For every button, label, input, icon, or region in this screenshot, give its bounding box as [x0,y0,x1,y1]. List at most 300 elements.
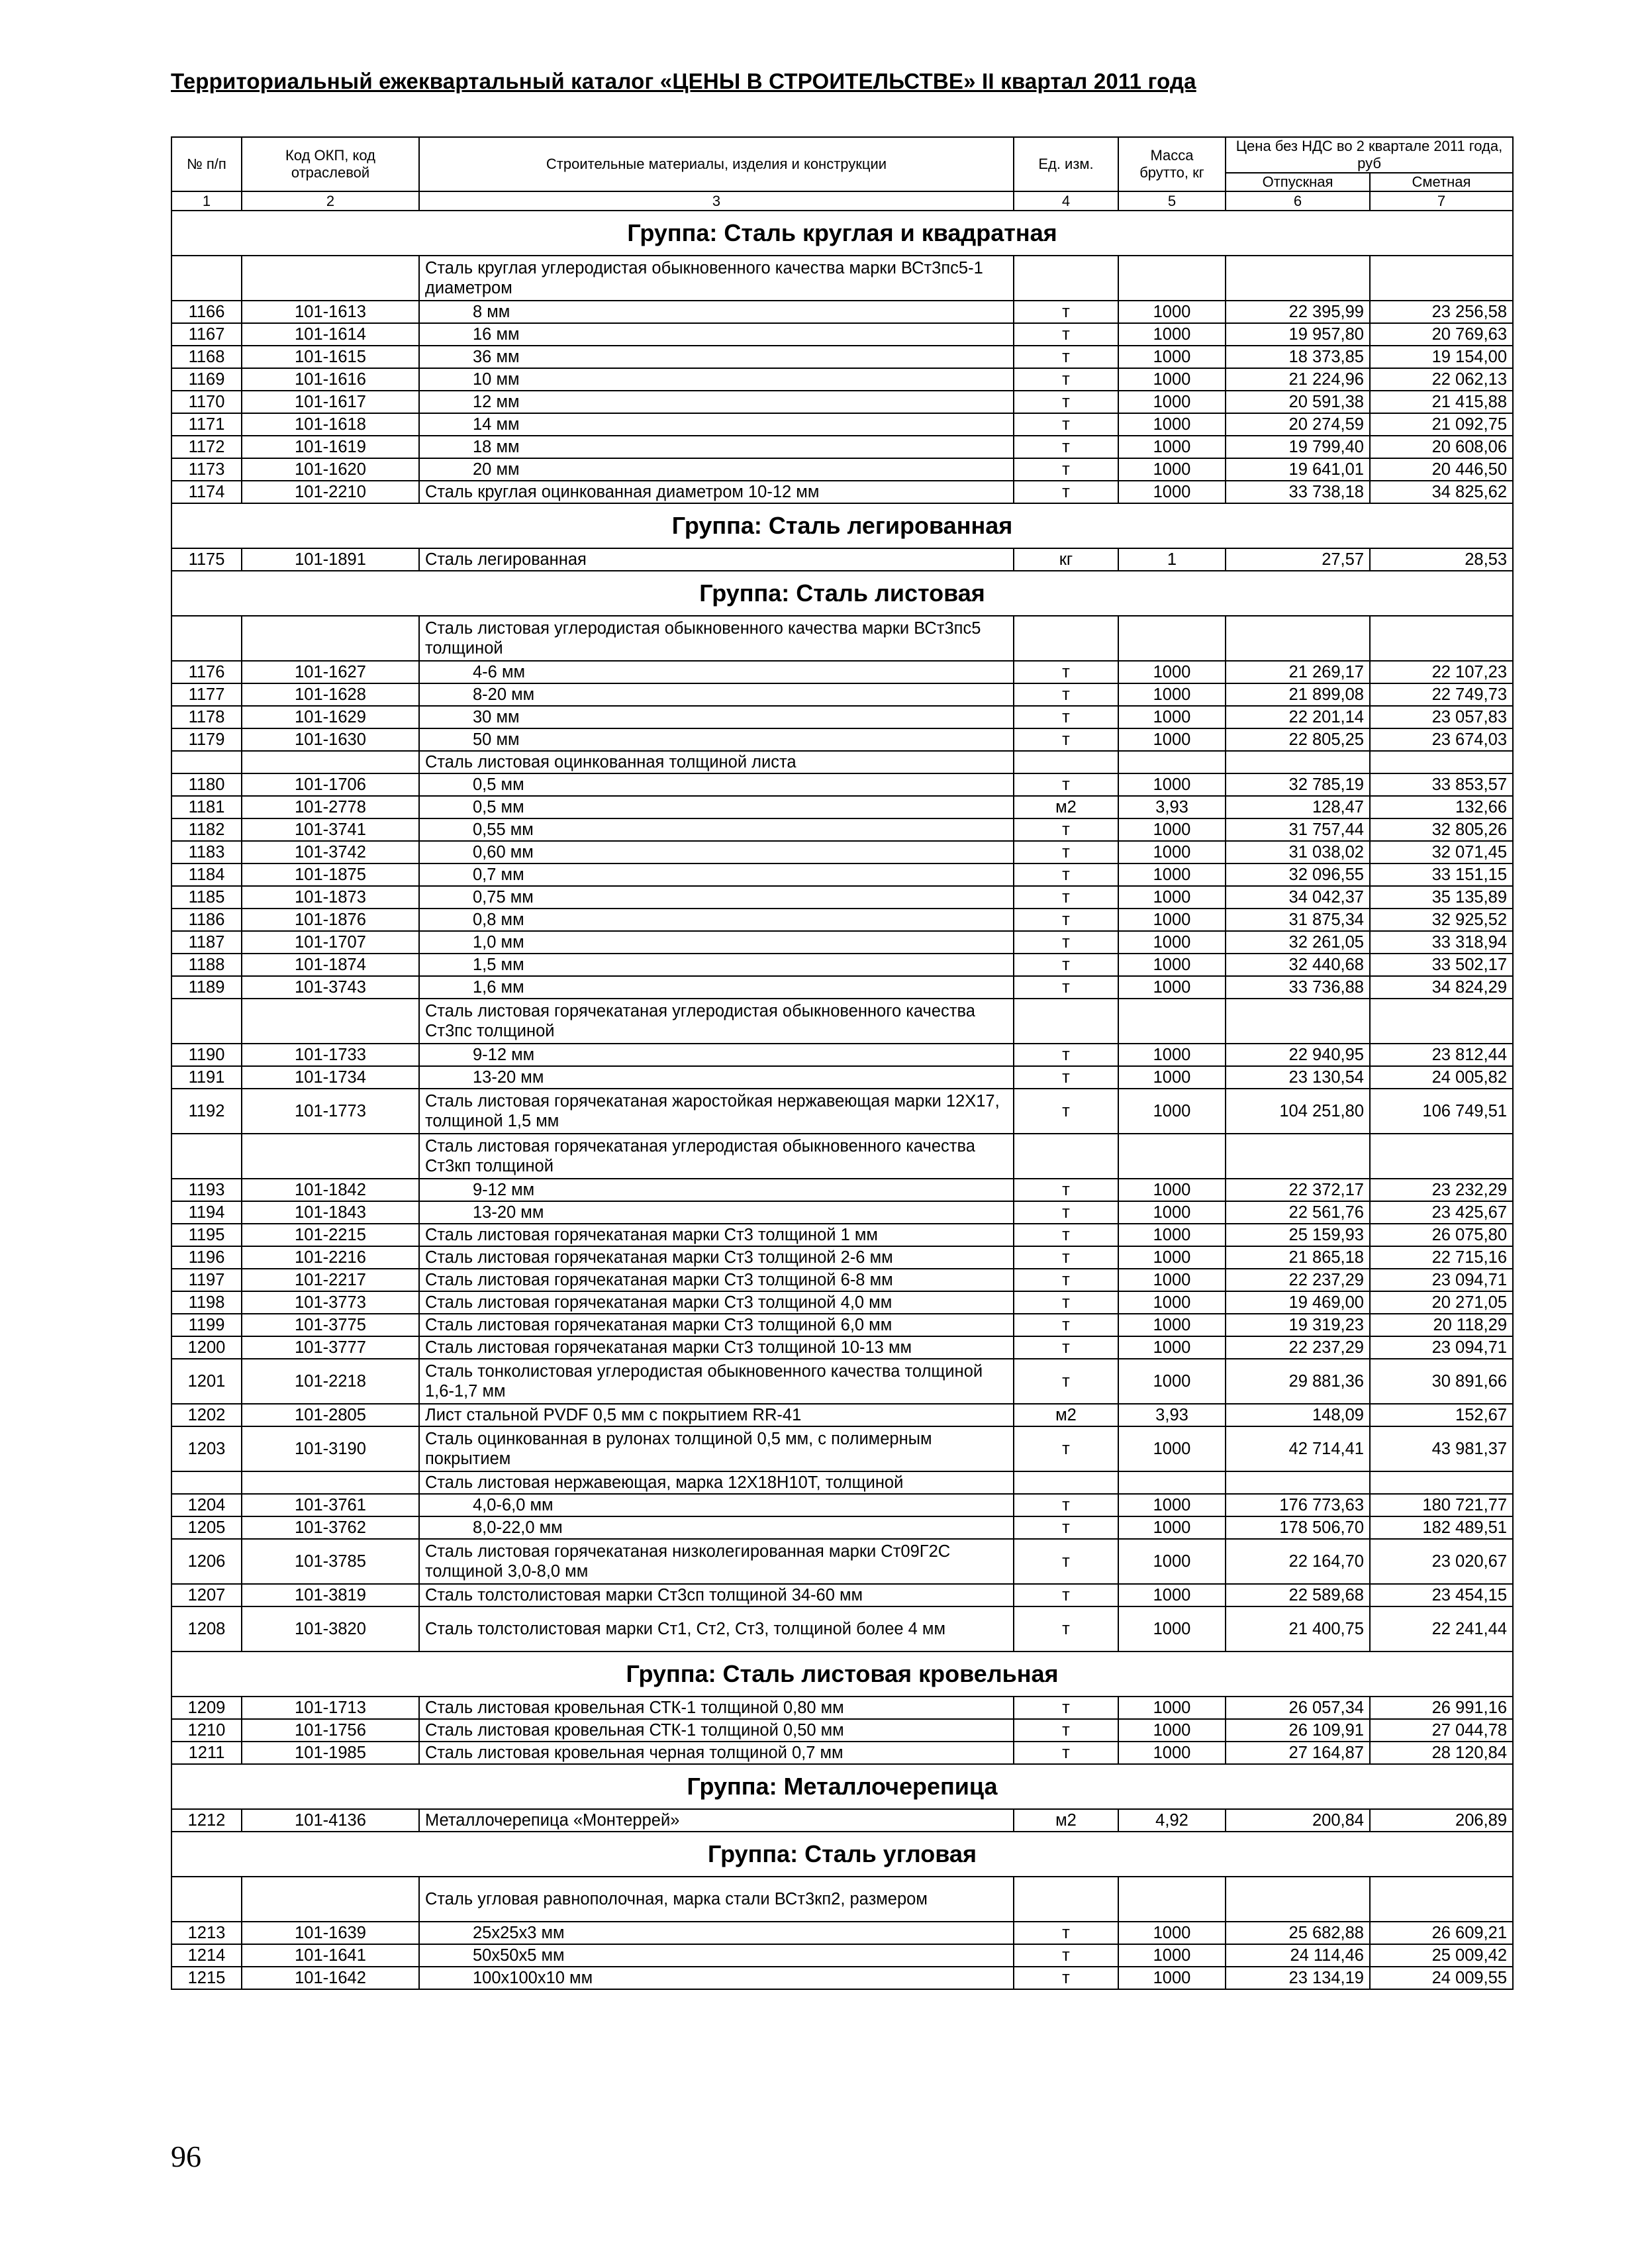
subheader-row [171,1471,1513,1494]
cell-mass [1118,1134,1226,1179]
cell-price-estimate: 132,66 [1370,796,1513,818]
table-row [171,436,1513,458]
cell-num: 1183 [171,841,242,863]
cell-num: 1205 [171,1516,242,1539]
cell-price-release: 21 899,08 [1226,683,1370,706]
table-row [171,1606,1513,1652]
cell-price-release: 200,84 [1226,1809,1370,1832]
column-number-row [171,191,1513,211]
cell-unit: т [1014,1426,1118,1471]
cell-num: 1204 [171,1494,242,1516]
cell-num: 1198 [171,1291,242,1314]
cell-num [171,1877,242,1922]
table-row [171,1742,1513,1764]
cell-code: 101-1615 [242,346,419,368]
cell-price-release: 29 881,36 [1226,1359,1370,1404]
cell-unit: т [1014,1494,1118,1516]
cell-num: 1182 [171,818,242,841]
cell-price-estimate: 23 094,71 [1370,1336,1513,1359]
cell-unit: т [1014,773,1118,796]
cell-name: Сталь листовая горячекатаная марки Ст3 толщиной 2-6 мм [419,1246,1014,1269]
cell-price-estimate: 23 674,03 [1370,728,1513,751]
cell-mass: 1000 [1118,1314,1226,1336]
cell-code: 101-1734 [242,1066,419,1089]
cell-code: 101-1613 [242,301,419,323]
cell-price-release: 26 109,91 [1226,1719,1370,1742]
cell-mass: 1000 [1118,886,1226,909]
cell-price-estimate: 33 853,57 [1370,773,1513,796]
cell-mass: 1000 [1118,661,1226,683]
cell-price-release [1226,616,1370,661]
cell-subheader-name: Сталь листовая горячекатаная углеродистая обыкновенного качества Ст3кп толщиной [419,1134,1014,1179]
cell-num: 1172 [171,436,242,458]
cell-price-release: 104 251,80 [1226,1089,1370,1134]
cell-mass [1118,999,1226,1044]
table-row [171,1291,1513,1314]
cell-unit: т [1014,1606,1118,1652]
cell-unit: т [1014,1944,1118,1967]
cell-price-release: 19 799,40 [1226,436,1370,458]
cell-num: 1215 [171,1967,242,1989]
cell-price-estimate: 33 318,94 [1370,931,1513,954]
cell-price-estimate: 27 044,78 [1370,1719,1513,1742]
table-row [171,1359,1513,1404]
table-row [171,1697,1513,1719]
group-title: Группа: Металлочерепица [171,1764,1513,1809]
cell-price-estimate: 20 608,06 [1370,436,1513,458]
cell-price-release: 32 261,05 [1226,931,1370,954]
cell-num: 1192 [171,1089,242,1134]
cell-code [242,999,419,1044]
column-number: 1 [171,191,242,211]
table-row [171,548,1513,571]
cell-unit: т [1014,1697,1118,1719]
cell-mass: 1000 [1118,1584,1226,1606]
cell-mass: 1000 [1118,976,1226,999]
table-row [171,1269,1513,1291]
group-title: Группа: Сталь легированная [171,503,1513,548]
cell-num: 1213 [171,1922,242,1944]
cell-unit: т [1014,661,1118,683]
cell-mass: 1000 [1118,1967,1226,1989]
cell-price-estimate: 43 981,37 [1370,1426,1513,1471]
cell-price-release: 25 159,93 [1226,1224,1370,1246]
cell-name: Металлочерепица «Монтеррей» [419,1809,1014,1832]
cell-code: 101-1773 [242,1089,419,1134]
cell-price-estimate: 32 071,45 [1370,841,1513,863]
column-number: 2 [242,191,419,211]
cell-unit: т [1014,1516,1118,1539]
cell-num: 1208 [171,1606,242,1652]
cell-num: 1196 [171,1246,242,1269]
cell-price-release: 22 164,70 [1226,1539,1370,1584]
cell-name: 0,75 мм [419,886,1014,909]
cell-num: 1211 [171,1742,242,1764]
cell-num: 1175 [171,548,242,571]
cell-price-estimate: 33 502,17 [1370,954,1513,976]
cell-mass [1118,1471,1226,1494]
cell-unit: т [1014,954,1118,976]
cell-mass: 1000 [1118,1719,1226,1742]
cell-unit: т [1014,1269,1118,1291]
group-title: Группа: Сталь угловая [171,1832,1513,1877]
cell-price-release: 31 875,34 [1226,909,1370,931]
cell-num: 1166 [171,301,242,323]
cell-price-estimate: 26 609,21 [1370,1922,1513,1944]
table-body [171,211,1513,1989]
cell-mass [1118,616,1226,661]
cell-unit: т [1014,1201,1118,1224]
group-header-row [171,1764,1513,1809]
cell-mass: 1000 [1118,458,1226,481]
cell-mass: 3,93 [1118,796,1226,818]
cell-num: 1195 [171,1224,242,1246]
cell-price-estimate: 20 446,50 [1370,458,1513,481]
col-header-code: Код ОКП, код отраслевой [242,137,419,191]
cell-price-estimate [1370,1471,1513,1494]
cell-price-release: 22 372,17 [1226,1179,1370,1201]
group-header-row [171,1652,1513,1697]
cell-price-release [1226,256,1370,301]
cell-price-release: 21 400,75 [1226,1606,1370,1652]
cell-mass: 1000 [1118,481,1226,503]
cell-price-release: 22 237,29 [1226,1336,1370,1359]
cell-code: 101-1641 [242,1944,419,1967]
cell-code [242,1877,419,1922]
cell-code: 101-1618 [242,413,419,436]
cell-num [171,256,242,301]
table-row [171,346,1513,368]
cell-price-release [1226,1134,1370,1179]
cell-name: 8,0-22,0 мм [419,1516,1014,1539]
cell-price-estimate: 24 005,82 [1370,1066,1513,1089]
cell-name: Сталь листовая горячекатаная марки Ст3 толщиной 4,0 мм [419,1291,1014,1314]
cell-unit: т [1014,1224,1118,1246]
column-number: 6 [1226,191,1370,211]
cell-unit [1014,751,1118,773]
cell-mass: 1000 [1118,1246,1226,1269]
cell-mass: 1 [1118,548,1226,571]
cell-unit: т [1014,1179,1118,1201]
cell-price-estimate: 20 271,05 [1370,1291,1513,1314]
cell-mass: 1000 [1118,1697,1226,1719]
cell-price-release: 20 274,59 [1226,413,1370,436]
cell-name: Сталь оцинкованная в рулонах толщиной 0,5 мм, с полимерным покрытием [419,1426,1014,1471]
cell-unit: т [1014,818,1118,841]
cell-name: 0,5 мм [419,773,1014,796]
cell-mass: 1000 [1118,706,1226,728]
cell-price-estimate: 23 454,15 [1370,1584,1513,1606]
table-row [171,1066,1513,1089]
cell-num: 1173 [171,458,242,481]
cell-name: 20 мм [419,458,1014,481]
cell-num: 1186 [171,909,242,931]
cell-name: Сталь листовая горячекатаная низколегированная марки Ст09Г2С толщиной 3,0-8,0 мм [419,1539,1014,1584]
cell-price-release: 21 224,96 [1226,368,1370,391]
cell-num: 1191 [171,1066,242,1089]
cell-unit: т [1014,323,1118,346]
cell-price-estimate: 35 135,89 [1370,886,1513,909]
cell-price-estimate: 32 925,52 [1370,909,1513,931]
table-row [171,706,1513,728]
cell-code [242,256,419,301]
cell-name: 12 мм [419,391,1014,413]
cell-unit: т [1014,1922,1118,1944]
col-header-price-release: Отпускная [1226,173,1370,191]
cell-price-estimate: 28,53 [1370,548,1513,571]
cell-unit [1014,1134,1118,1179]
cell-mass: 1000 [1118,413,1226,436]
cell-price-estimate: 23 256,58 [1370,301,1513,323]
cell-price-release: 31 038,02 [1226,841,1370,863]
table-row [171,1584,1513,1606]
cell-code: 101-1616 [242,368,419,391]
cell-price-release [1226,999,1370,1044]
cell-price-estimate: 23 812,44 [1370,1044,1513,1066]
cell-name: 1,5 мм [419,954,1014,976]
cell-mass: 1000 [1118,728,1226,751]
column-number: 7 [1370,191,1513,211]
cell-name: 36 мм [419,346,1014,368]
cell-num: 1193 [171,1179,242,1201]
col-header-price: Цена без НДС во 2 квартале 2011 года, руб [1226,137,1513,173]
cell-price-estimate: 22 749,73 [1370,683,1513,706]
cell-name: 4,0-6,0 мм [419,1494,1014,1516]
subheader-row [171,256,1513,301]
cell-code: 101-3773 [242,1291,419,1314]
cell-price-release: 22 940,95 [1226,1044,1370,1066]
group-title: Группа: Сталь листовая [171,571,1513,616]
cell-unit: м2 [1014,1404,1118,1426]
cell-price-release [1226,1877,1370,1922]
cell-price-release: 33 736,88 [1226,976,1370,999]
cell-code: 101-2215 [242,1224,419,1246]
cell-num: 1184 [171,863,242,886]
cell-name: Сталь круглая оцинкованная диаметром 10-12 мм [419,481,1014,503]
cell-price-estimate: 182 489,51 [1370,1516,1513,1539]
cell-code: 101-3742 [242,841,419,863]
cell-mass: 1000 [1118,818,1226,841]
table-row [171,1516,1513,1539]
cell-subheader-name: Сталь листовая оцинкованная толщиной листа [419,751,1014,773]
cell-num: 1176 [171,661,242,683]
cell-unit: т [1014,1246,1118,1269]
cell-num: 1168 [171,346,242,368]
cell-name: Сталь листовая горячекатаная марки Ст3 толщиной 1 мм [419,1224,1014,1246]
cell-code: 101-2210 [242,481,419,503]
table-row [171,391,1513,413]
cell-num: 1187 [171,931,242,954]
cell-code: 101-1875 [242,863,419,886]
cell-unit: т [1014,886,1118,909]
cell-unit: т [1014,683,1118,706]
group-title: Группа: Сталь листовая кровельная [171,1652,1513,1697]
cell-name: 14 мм [419,413,1014,436]
table-row [171,1494,1513,1516]
cell-name: Сталь листовая кровельная СТК-1 толщиной 0,80 мм [419,1697,1014,1719]
cell-price-estimate: 26 991,16 [1370,1697,1513,1719]
cell-price-estimate: 21 092,75 [1370,413,1513,436]
cell-code: 101-4136 [242,1809,419,1832]
cell-code: 101-2218 [242,1359,419,1404]
table-row [171,1944,1513,1967]
cell-num [171,751,242,773]
cell-name: Сталь листовая кровельная черная толщиной 0,7 мм [419,1742,1014,1764]
cell-price-release: 34 042,37 [1226,886,1370,909]
cell-subheader-name: Сталь листовая горячекатаная углеродистая обыкновенного качества Ст3пс толщиной [419,999,1014,1044]
group-title: Группа: Сталь круглая и квадратная [171,211,1513,256]
cell-unit: т [1014,931,1118,954]
cell-mass: 1000 [1118,1922,1226,1944]
cell-mass [1118,1877,1226,1922]
cell-num: 1185 [171,886,242,909]
cell-num: 1188 [171,954,242,976]
table-row [171,368,1513,391]
cell-mass: 1000 [1118,1494,1226,1516]
cell-code: 101-1629 [242,706,419,728]
cell-price-estimate: 32 805,26 [1370,818,1513,841]
table-header-row [171,137,1513,173]
table-row [171,1089,1513,1134]
cell-unit: т [1014,728,1118,751]
cell-mass: 1000 [1118,1336,1226,1359]
cell-price-release: 148,09 [1226,1404,1370,1426]
group-header-row [171,1832,1513,1877]
cell-price-release: 32 785,19 [1226,773,1370,796]
cell-price-estimate: 20 118,29 [1370,1314,1513,1336]
cell-unit: м2 [1014,1809,1118,1832]
cell-mass: 1000 [1118,931,1226,954]
cell-unit: т [1014,1044,1118,1066]
cell-name: 13-20 мм [419,1201,1014,1224]
table-row [171,1967,1513,1989]
cell-num: 1178 [171,706,242,728]
table-row [171,1922,1513,1944]
cell-code: 101-1707 [242,931,419,954]
cell-price-release: 19 641,01 [1226,458,1370,481]
cell-mass: 1000 [1118,1426,1226,1471]
cell-unit: т [1014,301,1118,323]
cell-num [171,616,242,661]
table-row [171,886,1513,909]
cell-code: 101-1620 [242,458,419,481]
cell-price-release: 23 130,54 [1226,1066,1370,1089]
cell-price-estimate: 19 154,00 [1370,346,1513,368]
cell-subheader-name: Сталь угловая равнополочная, марка стали ВСт3кп2, размером [419,1877,1014,1922]
cell-code: 101-3819 [242,1584,419,1606]
cell-num: 1199 [171,1314,242,1336]
cell-code: 101-1876 [242,909,419,931]
cell-code [242,751,419,773]
cell-price-release: 19 469,00 [1226,1291,1370,1314]
cell-unit: т [1014,481,1118,503]
cell-code: 101-1985 [242,1742,419,1764]
cell-code: 101-1642 [242,1967,419,1989]
cell-price-estimate: 152,67 [1370,1404,1513,1426]
cell-price-release [1226,751,1370,773]
cell-price-release: 19 319,23 [1226,1314,1370,1336]
col-header-num: № п/п [171,137,242,191]
cell-name: Лист стальной PVDF 0,5 мм с покрытием RR-41 [419,1404,1014,1426]
cell-price-release: 31 757,44 [1226,818,1370,841]
cell-mass: 1000 [1118,301,1226,323]
table-row [171,976,1513,999]
cell-mass: 1000 [1118,1944,1226,1967]
cell-price-estimate: 180 721,77 [1370,1494,1513,1516]
cell-mass: 1000 [1118,1606,1226,1652]
cell-code: 101-3741 [242,818,419,841]
cell-unit: т [1014,1359,1118,1404]
table-row [171,1426,1513,1471]
cell-name: 1,0 мм [419,931,1014,954]
cell-name: 0,55 мм [419,818,1014,841]
table-row [171,1201,1513,1224]
cell-price-estimate [1370,1877,1513,1922]
cell-price-estimate: 22 241,44 [1370,1606,1513,1652]
cell-name: Сталь толстолистовая марки Ст1, Ст2, Ст3, толщиной более 4 мм [419,1606,1014,1652]
cell-num [171,999,242,1044]
cell-unit: т [1014,841,1118,863]
cell-unit: т [1014,391,1118,413]
cell-unit: т [1014,1089,1118,1134]
table-row [171,1044,1513,1066]
cell-code: 101-1713 [242,1697,419,1719]
cell-code: 101-3777 [242,1336,419,1359]
cell-num: 1201 [171,1359,242,1404]
cell-name: Сталь листовая горячекатаная марки Ст3 толщиной 6,0 мм [419,1314,1014,1336]
cell-num: 1200 [171,1336,242,1359]
cell-unit: т [1014,1967,1118,1989]
cell-subheader-name: Сталь листовая нержавеющая, марка 12Х18Н10Т, толщиной [419,1471,1014,1494]
table-row [171,661,1513,683]
cell-unit: т [1014,863,1118,886]
cell-name: Сталь листовая кровельная СТК-1 толщиной 0,50 мм [419,1719,1014,1742]
cell-code: 101-3190 [242,1426,419,1471]
cell-mass: 1000 [1118,863,1226,886]
cell-price-release: 176 773,63 [1226,1494,1370,1516]
cell-code [242,616,419,661]
subheader-row [171,616,1513,661]
subheader-row [171,751,1513,773]
cell-code [242,1471,419,1494]
cell-price-estimate: 28 120,84 [1370,1742,1513,1764]
cell-mass: 1000 [1118,954,1226,976]
cell-price-release: 22 589,68 [1226,1584,1370,1606]
cell-unit: т [1014,1314,1118,1336]
price-table [171,136,1514,1990]
cell-code: 101-1843 [242,1201,419,1224]
group-header-row [171,503,1513,548]
cell-price-estimate: 22 107,23 [1370,661,1513,683]
cell-unit: т [1014,1336,1118,1359]
cell-mass: 3,93 [1118,1404,1226,1426]
cell-num: 1177 [171,683,242,706]
cell-unit [1014,1877,1118,1922]
cell-num: 1174 [171,481,242,503]
table-row [171,1404,1513,1426]
cell-unit: т [1014,1742,1118,1764]
cell-price-estimate [1370,616,1513,661]
cell-num [171,1471,242,1494]
cell-name: 16 мм [419,323,1014,346]
cell-name: 18 мм [419,436,1014,458]
table-row [171,1336,1513,1359]
cell-num: 1189 [171,976,242,999]
table-row [171,683,1513,706]
cell-mass [1118,751,1226,773]
cell-code: 101-1874 [242,954,419,976]
cell-num: 1180 [171,773,242,796]
